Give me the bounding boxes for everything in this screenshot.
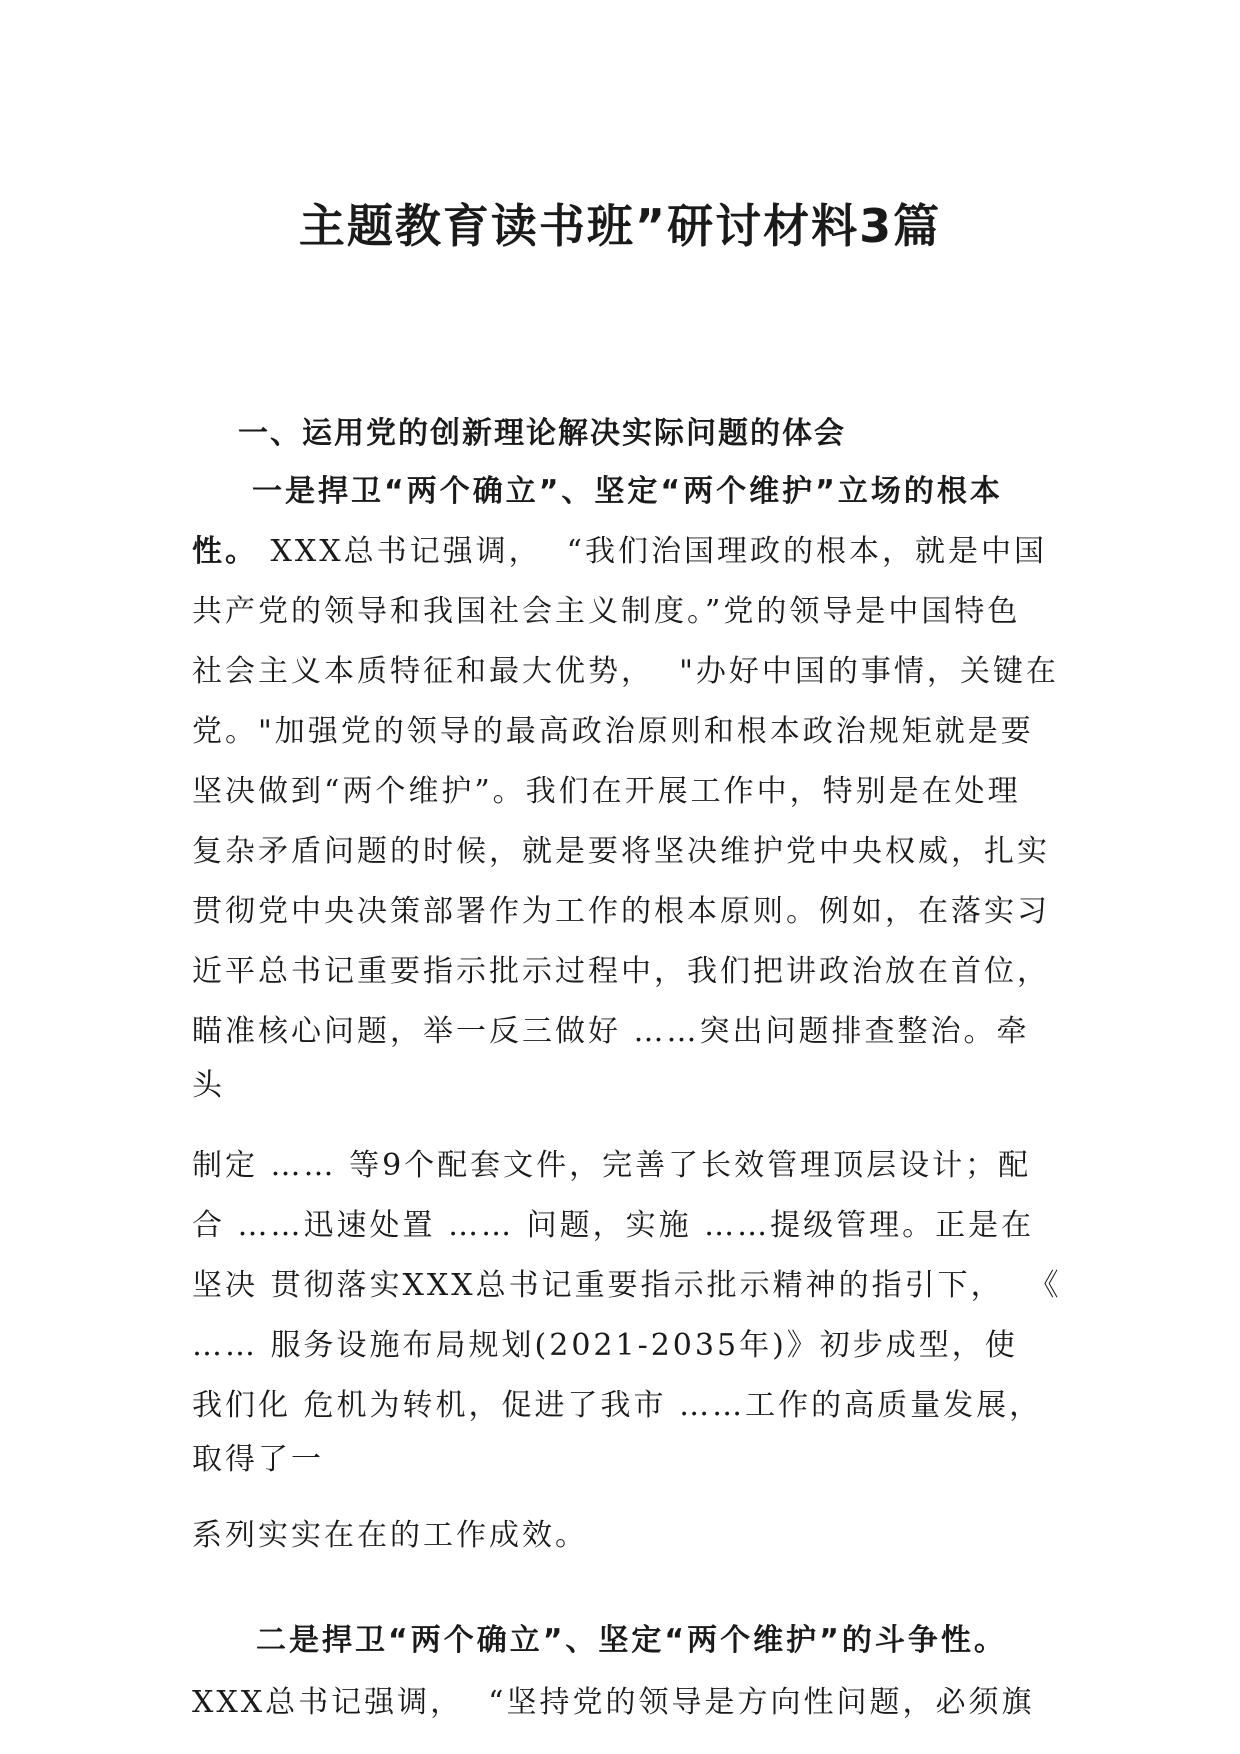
para1-line2-text: XXX总书记强调， “我们治国理政的根本，就是中国 (258, 534, 1048, 569)
para1-line13: 合 ……迅速处置 …… 问题，实施 ……提级管理。正是在 (192, 1208, 1035, 1243)
para1-line2 (192, 532, 1047, 572)
para1-bold-end: 性。 (192, 534, 258, 569)
para1-line10: 瞄准核心问题，举一反三做好 ……突出问题排查整治。牵 (192, 1014, 1030, 1049)
para1-line1: 一是捍卫“两个确立”、坚定“两个维护”立场的根本 (252, 474, 1003, 509)
para1-line16: 我们化 危机为转机，促进了我市 ……工作的高质量发展， (192, 1388, 1043, 1423)
para1-line8: 贯彻党中央决策部署作为工作的根本原则。例如，在落实习 (192, 894, 1050, 929)
para2-line1: 二是捍卫“两个确立”、坚定“两个维护”的斗争性。 (256, 1623, 1007, 1658)
document-title: 主题教育读书班”研讨材料3篇 (298, 199, 942, 253)
section-heading: 一、运用党的创新理论解决实际问题的体会 (238, 416, 846, 451)
para1-line5: 党。"加强党的领导的最高政治原则和根本政治规矩就是要 (192, 714, 1034, 749)
para1-line12: 制定 …… 等9个配套文件，完善了长效管理顶层设计；配 (192, 1148, 1032, 1183)
para1-line18: 系列实实在在的工作成效。 (192, 1518, 588, 1553)
para2-line2: XXX总书记强调， “坚持党的领导是方向性问题，必须旗 (192, 1685, 1035, 1720)
para1-line11: 头 (192, 1068, 225, 1103)
para1-line3: 共产党的领导和我国社会主义制度。”党的领导是中国特色 (192, 594, 1021, 629)
para1-line14: 坚决 贯彻落实XXX总书记重要指示批示精神的指引下， 《 (192, 1268, 1062, 1303)
para1-line17: 取得了一 (192, 1442, 324, 1477)
para1-line7: 复杂矛盾问题的时候，就是要将坚决维护党中央权威，扎实 (192, 834, 1050, 869)
para1-line6: 坚决做到“两个维护”。我们在开展工作中，特别是在处理 (192, 774, 1021, 809)
para1-line15: …… 服务设施布局规划(2021-2035年)》初步成型，使 (192, 1328, 1018, 1363)
para1-line9: 近平总书记重要指示批示过程中，我们把讲政治放在首位， (192, 954, 1050, 989)
para1-line4: 社会主义本质特征和最大优势， "办好中国的事情，关键在 (192, 654, 1059, 689)
